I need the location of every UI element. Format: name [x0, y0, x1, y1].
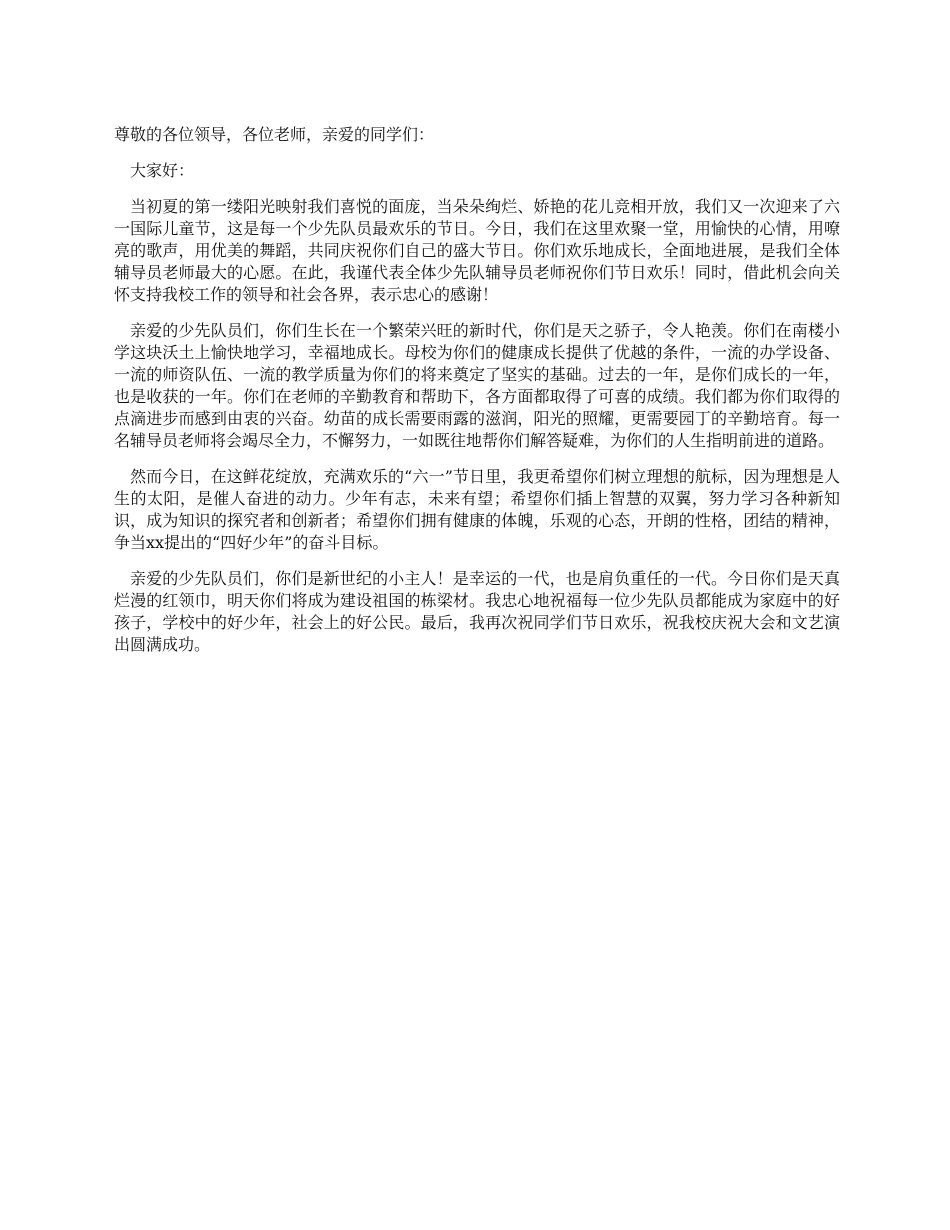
paragraph-closing: 亲爱的少先队员们，你们是新世纪的小主人！是幸运的一代，也是肩负重任的一代。今日你们是天真烂漫的红领巾，明天你们将成为建设祖国的栋梁材。我忠心地祝福每一位少先队员都能成为家庭中的好孩子，学校中的好少年，社会上的好公民。最后，我再次祝同学们节日欢乐，祝我校庆祝大会和文艺演出圆满成功。 — [114, 569, 840, 654]
speech-document — [114, 124, 840, 670]
greeting: 大家好： — [130, 161, 195, 180]
paragraph-ideals: 然而今日，在这鲜花绽放，充满欢乐的“六一”节日里，我更希望你们树立理想的航标，因为理想是人生的太阳，是催人奋进的动力。少年有志，未来有望；希望你们插上智慧的双翼，努力学习各种新知识，成为知识的探究者和创新者；希望你们拥有健康的体魄，乐观的心态，开朗的性格，团结的精神，争当xx提出的“四好少年”的奋斗目标。 — [114, 467, 840, 552]
paragraph-growth: 亲爱的少先队员们，你们生长在一个繁荣兴旺的新时代，你们是天之骄子，令人艳羡。你们在南楼小学这块沃土上愉快地学习，幸福地成长。母校为你们的健康成长提供了优越的条件，一流的办学设备、一流的师资队伍、一流的教学质量为你们的将来奠定了坚实的基础。过去的一年，是你们成长的一年，也是收获的一年。你们在老师的辛勤教育和帮助下，各方面都取得了可喜的成绩。我们都为你们取得的点滴进步而感到由衷的兴奋。幼苗的成长需要雨露的滋润，阳光的照耀，更需要园丁的辛勤培育。每一名辅导员老师将会竭尽全力，不懈努力，一如既往地帮你们解答疑难，为你们的人生指明前进的道路。 — [114, 321, 840, 450]
paragraph-opening: 当初夏的第一缕阳光映射我们喜悦的面庞，当朵朵绚烂、娇艳的花儿竞相开放，我们又一次迎来了六一国际儿童节，这是每一个少先队员最欢乐的节日。今日，我们在这里欢聚一堂，用愉快的心情，用嘹亮的歌声，用优美的舞蹈，共同庆祝你们自己的盛大节日。你们欢乐地成长，全面地进展，是我们全体辅导员老师最大的心愿。在此，我谨代表全体少先队辅导员老师祝你们节日欢乐！同时，借此机会向关怀支持我校工作的领导和社会各界，表示忠心的感谢！ — [114, 197, 840, 304]
salutation: 尊敬的各位领导，各位老师，亲爱的同学们： — [114, 125, 435, 144]
